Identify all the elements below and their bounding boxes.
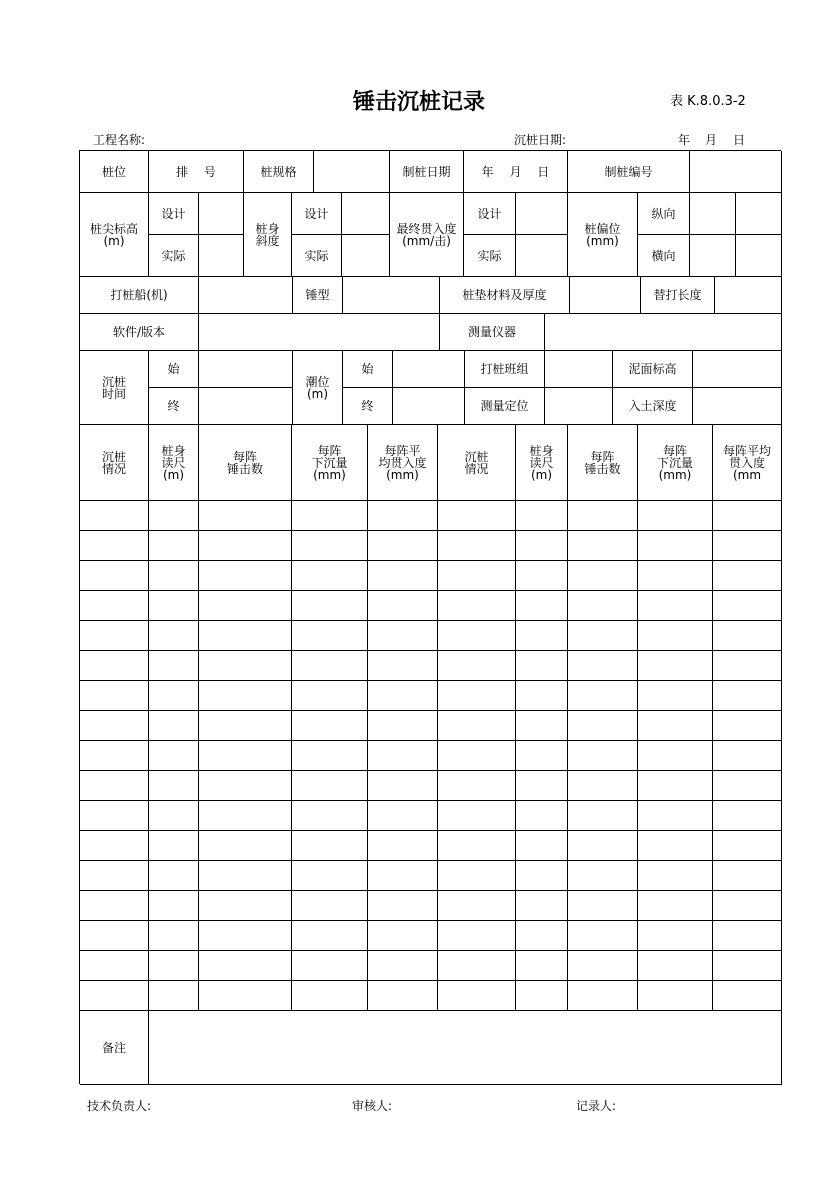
table-cell[interactable] xyxy=(516,831,568,861)
table-cell[interactable] xyxy=(568,921,638,951)
table-cell[interactable] xyxy=(80,561,149,591)
actual-label: 实际 xyxy=(464,235,516,277)
table-cell[interactable] xyxy=(638,531,713,561)
table-cell[interactable] xyxy=(438,591,516,621)
table-cell[interactable] xyxy=(80,951,149,981)
instrument-label: 测量仪器 xyxy=(440,314,545,351)
table-cell[interactable] xyxy=(713,951,782,981)
table-cell[interactable] xyxy=(438,831,516,861)
table-cell[interactable] xyxy=(438,951,516,981)
table-cell[interactable] xyxy=(713,891,782,921)
table-cell[interactable] xyxy=(568,711,638,741)
pile-position-label: 桩位 xyxy=(80,151,149,193)
table-cell[interactable] xyxy=(199,681,292,711)
table-cell[interactable] xyxy=(368,591,438,621)
table-cell[interactable] xyxy=(568,951,638,981)
table-cell[interactable] xyxy=(638,771,713,801)
table-cell[interactable] xyxy=(568,891,638,921)
table-cell[interactable] xyxy=(80,711,149,741)
table-cell[interactable] xyxy=(516,861,568,891)
table-cell[interactable] xyxy=(80,501,149,531)
table-cell[interactable] xyxy=(438,501,516,531)
table-cell[interactable] xyxy=(516,801,568,831)
record-table xyxy=(79,150,781,1084)
table-cell[interactable] xyxy=(292,651,368,681)
software-cell[interactable] xyxy=(199,314,440,351)
table-cell[interactable] xyxy=(713,861,782,891)
table-cell[interactable] xyxy=(199,921,292,951)
table-cell[interactable] xyxy=(713,831,782,861)
table-cell[interactable] xyxy=(438,801,516,831)
table-cell[interactable] xyxy=(568,651,638,681)
column-header: 沉桩 情况 xyxy=(80,425,149,501)
table-cell[interactable] xyxy=(80,591,149,621)
table-cell[interactable] xyxy=(292,771,368,801)
table-cell[interactable] xyxy=(638,951,713,981)
table-cell[interactable] xyxy=(199,741,292,771)
table-cell[interactable] xyxy=(368,831,438,861)
column-header: 每阵 下沉量 (mm) xyxy=(638,425,713,501)
table-cell[interactable] xyxy=(149,741,199,771)
table-cell[interactable] xyxy=(516,951,568,981)
design-label: 设计 xyxy=(292,193,342,235)
column-header: 桩身 读尺 (m) xyxy=(516,425,568,501)
table-cell[interactable] xyxy=(516,921,568,951)
table-cell[interactable] xyxy=(199,801,292,831)
table-cell[interactable] xyxy=(368,981,438,1011)
transverse-label: 横向 xyxy=(638,235,690,277)
table-cell[interactable] xyxy=(638,561,713,591)
table-cell[interactable] xyxy=(80,651,149,681)
table-cell[interactable] xyxy=(638,651,713,681)
table-cell[interactable] xyxy=(80,831,149,861)
table-cell[interactable] xyxy=(199,831,292,861)
table-cell[interactable] xyxy=(568,981,638,1011)
table-cell[interactable] xyxy=(80,981,149,1011)
table-cell[interactable] xyxy=(368,741,438,771)
table-cell[interactable] xyxy=(199,951,292,981)
column-header: 每阵 下沉量 (mm) xyxy=(292,425,368,501)
transverse-cell-2[interactable] xyxy=(736,235,782,277)
table-cell[interactable] xyxy=(149,621,199,651)
table-cell[interactable] xyxy=(713,531,782,561)
table-cell[interactable] xyxy=(638,741,713,771)
table-cell[interactable] xyxy=(568,771,638,801)
pile-ship-label: 打桩船(机) xyxy=(80,277,199,314)
table-cell[interactable] xyxy=(149,801,199,831)
table-cell[interactable] xyxy=(149,651,199,681)
remarks-label: 备注 xyxy=(80,1011,149,1085)
make-date-label: 制桩日期 xyxy=(390,151,464,193)
table-cell[interactable] xyxy=(292,741,368,771)
table-cell[interactable] xyxy=(438,891,516,921)
table-cell[interactable] xyxy=(292,921,368,951)
table-cell[interactable] xyxy=(438,741,516,771)
table-cell[interactable] xyxy=(516,981,568,1011)
table-cell[interactable] xyxy=(638,621,713,651)
table-cell[interactable] xyxy=(368,561,438,591)
table-cell[interactable] xyxy=(80,771,149,801)
table-cell[interactable] xyxy=(149,591,199,621)
cushion-label: 桩垫材料及厚度 xyxy=(440,277,570,314)
tip-elevation-label: 桩尖标高 (m) xyxy=(80,193,149,277)
table-cell[interactable] xyxy=(713,921,782,951)
table-cell[interactable] xyxy=(638,861,713,891)
actual-label: 实际 xyxy=(292,235,342,277)
table-cell[interactable] xyxy=(516,651,568,681)
table-cell[interactable] xyxy=(713,741,782,771)
tide-end-cell[interactable] xyxy=(393,388,465,425)
table-cell[interactable] xyxy=(292,531,368,561)
survey-position-label: 测量定位 xyxy=(465,388,545,425)
table-cell[interactable] xyxy=(638,801,713,831)
embed-depth-label: 入土深度 xyxy=(613,388,693,425)
table-cell[interactable] xyxy=(438,531,516,561)
pile-no-cell[interactable] xyxy=(690,151,782,193)
table-cell[interactable] xyxy=(292,501,368,531)
mud-elevation-cell[interactable] xyxy=(693,351,782,388)
table-cell[interactable] xyxy=(713,771,782,801)
column-header: 桩身 读尺 (m) xyxy=(149,425,199,501)
table-cell[interactable] xyxy=(368,861,438,891)
table-cell[interactable] xyxy=(568,561,638,591)
table-cell[interactable] xyxy=(568,861,638,891)
table-cell[interactable] xyxy=(368,801,438,831)
table-cell[interactable] xyxy=(199,621,292,651)
table-cell[interactable] xyxy=(149,951,199,981)
table-cell[interactable] xyxy=(438,981,516,1011)
longitudinal-cell-1[interactable] xyxy=(690,193,736,235)
table-cell[interactable] xyxy=(368,891,438,921)
table-cell[interactable] xyxy=(568,831,638,861)
tide-start-cell[interactable] xyxy=(393,351,465,388)
table-cell[interactable] xyxy=(516,561,568,591)
table-cell[interactable] xyxy=(199,561,292,591)
cushion-cell[interactable] xyxy=(570,277,641,314)
day-label: 日 xyxy=(733,133,746,147)
table-cell[interactable] xyxy=(199,891,292,921)
table-cell[interactable] xyxy=(292,801,368,831)
table-cell[interactable] xyxy=(368,951,438,981)
table-cell[interactable] xyxy=(149,681,199,711)
pen-actual-cell[interactable] xyxy=(516,235,568,277)
tip-design-cell[interactable] xyxy=(199,193,244,235)
table-cell[interactable] xyxy=(568,501,638,531)
table-cell[interactable] xyxy=(638,501,713,531)
table-cell[interactable] xyxy=(292,951,368,981)
table-cell[interactable] xyxy=(516,711,568,741)
pile-spec-label: 桩规格 xyxy=(244,151,314,193)
table-cell[interactable] xyxy=(149,531,199,561)
month-label: 月 xyxy=(705,133,718,147)
table-cell[interactable] xyxy=(638,891,713,921)
crew-label: 打桩班组 xyxy=(465,351,545,388)
table-cell[interactable] xyxy=(80,621,149,651)
table-cell[interactable] xyxy=(292,621,368,651)
table-cell[interactable] xyxy=(199,501,292,531)
table-cell[interactable] xyxy=(438,621,516,651)
table-cell[interactable] xyxy=(713,591,782,621)
time-start-cell[interactable] xyxy=(199,351,293,388)
table-cell[interactable] xyxy=(516,681,568,711)
crew-cell[interactable] xyxy=(545,351,613,388)
table-cell[interactable] xyxy=(568,741,638,771)
offset-label: 桩偏位 (mm) xyxy=(568,193,638,277)
column-header: 每阵 锤击数 xyxy=(199,425,292,501)
table-cell[interactable] xyxy=(568,621,638,651)
actual-label: 实际 xyxy=(149,235,199,277)
embed-depth-cell[interactable] xyxy=(693,388,782,425)
table-cell[interactable] xyxy=(438,771,516,801)
table-cell[interactable] xyxy=(368,531,438,561)
table-cell[interactable] xyxy=(292,831,368,861)
table-cell[interactable] xyxy=(438,711,516,741)
table-cell[interactable] xyxy=(568,681,638,711)
table-cell[interactable] xyxy=(199,711,292,741)
incl-design-cell[interactable] xyxy=(342,193,390,235)
row-no-label: 排 号 xyxy=(149,151,244,193)
final-penetration-label: 最终贯入度 (mm/击) xyxy=(390,193,464,277)
recorder-label: 记录人: xyxy=(576,1099,617,1113)
column-header: 沉桩 情况 xyxy=(438,425,516,501)
table-cell[interactable] xyxy=(149,981,199,1011)
table-cell[interactable] xyxy=(199,591,292,621)
pile-date-label: 沉桩日期: xyxy=(514,133,567,147)
table-cell[interactable] xyxy=(80,681,149,711)
table-cell[interactable] xyxy=(516,591,568,621)
table-cell[interactable] xyxy=(368,501,438,531)
table-cell[interactable] xyxy=(368,621,438,651)
table-cell[interactable] xyxy=(368,771,438,801)
table-cell[interactable] xyxy=(149,831,199,861)
pile-spec-cell[interactable] xyxy=(314,151,390,193)
reviewer-label: 审核人: xyxy=(352,1099,393,1113)
table-cell[interactable] xyxy=(80,741,149,771)
table-cell[interactable] xyxy=(149,921,199,951)
table-cell[interactable] xyxy=(568,591,638,621)
column-header: 每阵平均 贯入度 (mm xyxy=(713,425,782,501)
page-title: 锤击沉桩记录 xyxy=(352,90,485,115)
table-cell[interactable] xyxy=(568,801,638,831)
table-cell[interactable] xyxy=(438,861,516,891)
year-label: 年 xyxy=(678,133,691,147)
table-cell[interactable] xyxy=(80,891,149,921)
table-cell[interactable] xyxy=(516,891,568,921)
time-end-cell[interactable] xyxy=(199,388,293,425)
transverse-cell-1[interactable] xyxy=(690,235,736,277)
table-cell[interactable] xyxy=(368,711,438,741)
table-cell[interactable] xyxy=(199,531,292,561)
table-cell[interactable] xyxy=(368,681,438,711)
design-label: 设计 xyxy=(149,193,199,235)
table-cell[interactable] xyxy=(438,561,516,591)
table-cell[interactable] xyxy=(638,921,713,951)
end-label: 终 xyxy=(149,388,199,425)
table-cell[interactable] xyxy=(368,651,438,681)
table-cell[interactable] xyxy=(80,921,149,951)
table-cell[interactable] xyxy=(568,531,638,561)
table-cell[interactable] xyxy=(713,561,782,591)
table-cell[interactable] xyxy=(368,921,438,951)
table-cell[interactable] xyxy=(516,621,568,651)
table-cell[interactable] xyxy=(713,801,782,831)
remarks-cell[interactable] xyxy=(149,1011,782,1085)
pen-design-cell[interactable] xyxy=(516,193,568,235)
make-date-cell[interactable]: 年 月 日 xyxy=(464,151,568,193)
end-label: 终 xyxy=(343,388,393,425)
table-cell[interactable] xyxy=(292,711,368,741)
form-code: 表 K.8.0.3-2 xyxy=(670,94,746,109)
table-cell[interactable] xyxy=(80,861,149,891)
table-cell[interactable] xyxy=(292,591,368,621)
table-cell[interactable] xyxy=(638,831,713,861)
table-cell[interactable] xyxy=(292,561,368,591)
tip-actual-cell[interactable] xyxy=(199,235,244,277)
table-cell[interactable] xyxy=(713,711,782,741)
software-label: 软件/版本 xyxy=(80,314,199,351)
table-cell[interactable] xyxy=(516,501,568,531)
table-cell[interactable] xyxy=(638,681,713,711)
start-label: 始 xyxy=(149,351,199,388)
table-cell[interactable] xyxy=(713,651,782,681)
instrument-cell[interactable] xyxy=(545,314,782,351)
tech-lead-label: 技术负责人: xyxy=(87,1099,152,1113)
follower-length-cell[interactable] xyxy=(715,277,782,314)
pile-no-label: 制桩编号 xyxy=(568,151,690,193)
table-cell[interactable] xyxy=(149,861,199,891)
table-cell[interactable] xyxy=(292,891,368,921)
table-cell[interactable] xyxy=(438,921,516,951)
table-cell[interactable] xyxy=(516,531,568,561)
table-cell[interactable] xyxy=(199,771,292,801)
column-header: 每阵 锤击数 xyxy=(568,425,638,501)
table-cell[interactable] xyxy=(638,981,713,1011)
driving-time-label: 沉桩 时间 xyxy=(80,351,149,425)
table-cell[interactable] xyxy=(713,501,782,531)
hammer-type-label: 锤型 xyxy=(293,277,343,314)
pile-ship-cell[interactable] xyxy=(199,277,293,314)
table-cell[interactable] xyxy=(638,711,713,741)
start-label: 始 xyxy=(343,351,393,388)
column-header: 每阵平 均贯入度 (mm) xyxy=(368,425,438,501)
mud-elevation-label: 泥面标高 xyxy=(613,351,693,388)
table-cell[interactable] xyxy=(80,531,149,561)
table-cell[interactable] xyxy=(199,981,292,1011)
table-cell[interactable] xyxy=(149,711,199,741)
table-cell[interactable] xyxy=(713,681,782,711)
table-cell[interactable] xyxy=(149,501,199,531)
table-cell[interactable] xyxy=(149,891,199,921)
inclination-label: 桩身 斜度 xyxy=(244,193,292,277)
table-cell[interactable] xyxy=(438,651,516,681)
survey-position-cell[interactable] xyxy=(545,388,613,425)
table-cell[interactable] xyxy=(292,981,368,1011)
table-cell[interactable] xyxy=(149,771,199,801)
table-cell[interactable] xyxy=(713,981,782,1011)
table-cell[interactable] xyxy=(199,861,292,891)
table-cell[interactable] xyxy=(149,561,199,591)
table-cell[interactable] xyxy=(638,591,713,621)
table-cell[interactable] xyxy=(199,651,292,681)
table-cell[interactable] xyxy=(516,771,568,801)
tide-label: 潮位 (m) xyxy=(293,351,343,425)
project-name-label: 工程名称: xyxy=(93,133,146,147)
design-label: 设计 xyxy=(464,193,516,235)
table-cell[interactable] xyxy=(292,861,368,891)
longitudinal-label: 纵向 xyxy=(638,193,690,235)
table-cell[interactable] xyxy=(292,681,368,711)
table-cell[interactable] xyxy=(438,681,516,711)
table-cell[interactable] xyxy=(516,741,568,771)
table-cell[interactable] xyxy=(713,621,782,651)
incl-actual-cell[interactable] xyxy=(342,235,390,277)
follower-length-label: 替打长度 xyxy=(641,277,715,314)
longitudinal-cell-2[interactable] xyxy=(736,193,782,235)
hammer-type-cell[interactable] xyxy=(343,277,440,314)
table-cell[interactable] xyxy=(80,801,149,831)
